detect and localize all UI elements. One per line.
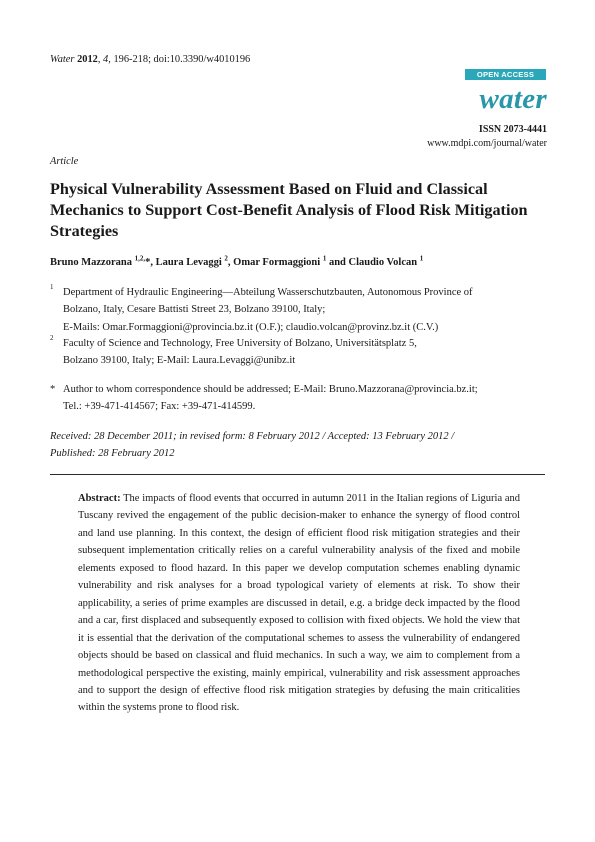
author-affiliation-mark: 2 — [224, 254, 228, 263]
author-affiliation-mark: 1,2, — [134, 254, 146, 263]
affiliation-emails[interactable]: Bolzano 39100, Italy; E-Mail: Laura.Levaggi@unibz.it — [63, 355, 296, 367]
correspondence-note — [50, 381, 550, 416]
dates-line: Received: 28 December 2011; in revised form: 8 February 2012 / Accepted: 13 February 2012 / — [50, 431, 455, 442]
corresponding-mark: * — [145, 257, 151, 268]
correspondence-line[interactable]: Author to whom correspondence should be addressed; E-Mail: Bruno.Mazzorana@provincia.bz.it; — [63, 384, 478, 395]
author-name: Bruno Mazzorana — [50, 257, 132, 268]
affiliation-line: Department of Hydraulic Engineering—Abteilung Wasserschutzbauten, Autonomous Province of — [63, 287, 473, 298]
journal-name: Water — [50, 54, 75, 65]
affiliation-mark: 2 — [50, 334, 54, 342]
affiliation-line: Faculty of Science and Technology, Free University of Bolzano, Universitätsplatz 5, — [63, 338, 417, 349]
year: 2012 — [77, 54, 98, 65]
divider — [50, 474, 545, 475]
author-name: Claudio Volcan — [348, 257, 418, 268]
author-affiliation-mark: 1 — [322, 254, 327, 263]
journal-logo: water — [479, 83, 547, 115]
affiliation-emails[interactable]: E-Mails: Omar.Formaggioni@provincia.bz.it (O.F.); claudio.volcan@provinz.bz.it (C.V.) — [63, 321, 439, 333]
author-list — [50, 256, 423, 269]
affiliation-mark: 1 — [50, 283, 54, 291]
affiliation-1 — [50, 284, 550, 336]
author-separator: , — [150, 257, 156, 268]
paper-title: Physical Vulnerability Assessment Based on Fluid and Classical Mechanics to Support Cost-Benefit Analysis of Flood Risk Mitigation Strategies — [50, 180, 528, 240]
abstract-label: Abstract: — [78, 493, 121, 504]
correspondence-mark: * — [50, 384, 56, 395]
author-name: Omar Formaggioni — [233, 257, 321, 268]
author-separator: , — [227, 257, 234, 268]
abstract-text: The impacts of flood events that occurred in autumn 2011 in the Italian regions of Liguria and Tuscany revived the engagement of the public decision-maker to enhance the synergy of flood control and land use planning. In this context, the design of efficient flood risk mitigation strategies and their subsequent implementation critically relies on a careful vulnerability analysis of the fixed and mobile elements exposed to flood hazard. In this paper we develop computation schemes enabling dynamic vulnerability and risk analyses for a broad typological variety of elements at risk. To show their applicability, a series of prime examples are discussed in detail, e.g. a bridge deck impacted by the flood and a car, first displaced and subsequently exposed to collision with fixed objects. We hold the view that it is essential that the derivation of the computational schemes to assess the vulnerability of endangered objects should be based on classical and fluid mechanics. In such a way, we aim to complement from a methodological perspective the existing, mainly empirical, vulnerability and risk assessment approaches and to support the design of effective flood risk mitigation strategies by defusing the main criticalities within the systems prone to flood risk. — [78, 493, 521, 714]
affiliation-line: Bolzano, Italy, Cesare Battisti Street 23, Bolzano 39100, Italy; — [63, 304, 326, 316]
volume: 4 — [103, 54, 109, 65]
pages-doi: , 196-218; doi:10.3390/w4010196 — [108, 54, 251, 65]
author-separator: and — [326, 257, 349, 268]
abstract — [78, 490, 520, 717]
affiliation-2 — [50, 335, 550, 370]
article-type: Article — [50, 156, 79, 167]
journal-url[interactable]: www.mdpi.com/journal/water — [427, 138, 547, 149]
issn: ISSN 2073-4441 — [478, 124, 547, 135]
dates-line: Published: 28 February 2012 — [50, 447, 175, 459]
publication-dates — [50, 429, 550, 462]
author-name: Laura Levaggi — [155, 257, 222, 268]
correspondence-line: Tel.: +39-471-414567; Fax: +39-471-414599. — [63, 401, 256, 413]
citation-line: Water 2012, 4, 196-218; doi:10.3390/w4010196 — [50, 54, 251, 65]
author-affiliation-mark: 1 — [419, 254, 424, 263]
open-access-badge: OPEN ACCESS — [465, 69, 546, 80]
